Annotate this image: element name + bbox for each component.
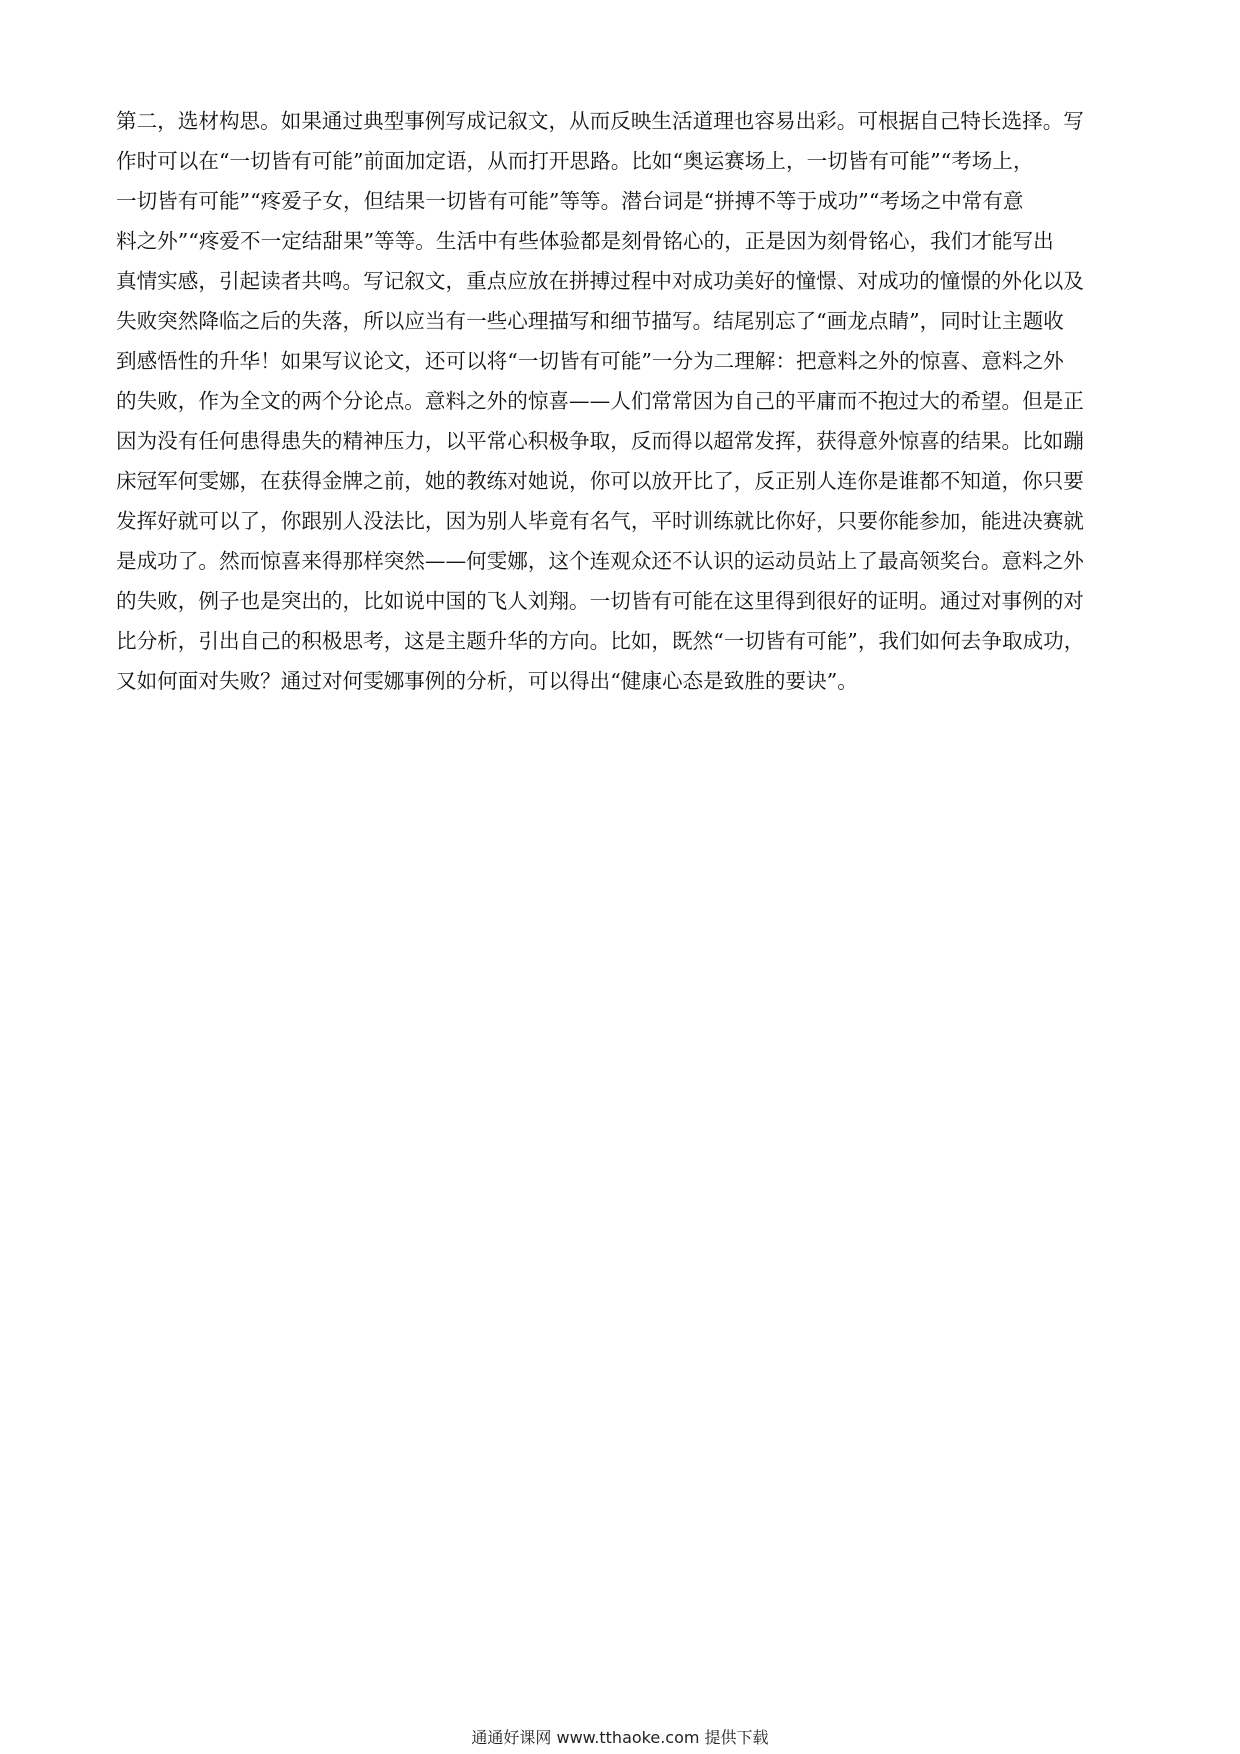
paragraph-line: 一切皆有可能”“疼爱子女，但结果一切皆有可能”等等。潜台词是“拼搏不等于成功”“考场之中常有意	[116, 189, 1024, 213]
paragraph-line: 又如何面对失败？通过对何雯娜事例的分析，可以得出“健康心态是致胜的要诀”。	[116, 669, 858, 693]
paragraph-line: 作时可以在“一切皆有可能”前面加定语，从而打开思路。比如“奥运赛场上，一切皆有可能”“考场上，	[116, 149, 1034, 173]
essay-paragraph	[116, 101, 1126, 701]
paragraph-line: 第二，选材构思。如果通过典型事例写成记叙文，从而反映生活道理也容易出彩。可根据自己特长选择。写	[116, 109, 1084, 133]
paragraph-line: 发挥好就可以了，你跟别人没法比，因为别人毕竟有名气，平时训练就比你好，只要你能参加，能进决赛就	[116, 509, 1084, 533]
paragraph-line: 的失败，作为全文的两个分论点。意料之外的惊喜——人们常常因为自己的平庸而不抱过大的希望。但是正	[116, 389, 1084, 413]
page-footer: 通通好课网 www.tthaoke.com 提供下载	[471, 1728, 769, 1747]
paragraph-line: 是成功了。然而惊喜来得那样突然——何雯娜，这个连观众还不认识的运动员站上了最高领奖台。意料之外	[116, 549, 1084, 573]
paragraph-line: 到感悟性的升华！如果写议论文，还可以将“一切皆有可能”一分为二理解：把意料之外的惊喜、意料之外	[116, 349, 1064, 373]
paragraph-line: 比分析，引出自己的积极思考，这是主题升华的方向。比如，既然“一切皆有可能”，我们如何去争取成功，	[116, 629, 1085, 653]
paragraph-line: 的失败，例子也是突出的，比如说中国的飞人刘翔。一切皆有可能在这里得到很好的证明。通过对事例的对	[116, 589, 1084, 613]
paragraph-line: 因为没有任何患得患失的精神压力，以平常心积极争取，反而得以超常发挥，获得意外惊喜的结果。比如蹦	[116, 429, 1084, 453]
paragraph-line: 真情实感，引起读者共鸣。写记叙文，重点应放在拼搏过程中对成功美好的憧憬、对成功的憧憬的外化以及	[116, 269, 1084, 293]
paragraph-line: 失败突然降临之后的失落，所以应当有一些心理描写和细节描写。结尾别忘了“画龙点睛”，同时让主题收	[116, 309, 1064, 333]
paragraph-line: 料之外”“疼爱不一定结甜果”等等。生活中有些体验都是刻骨铭心的，正是因为刻骨铭心，我们才能写出	[116, 229, 1054, 253]
paragraph-line: 床冠军何雯娜，在获得金牌之前，她的教练对她说，你可以放开比了，反正别人连你是谁都不知道，你只要	[116, 469, 1084, 493]
